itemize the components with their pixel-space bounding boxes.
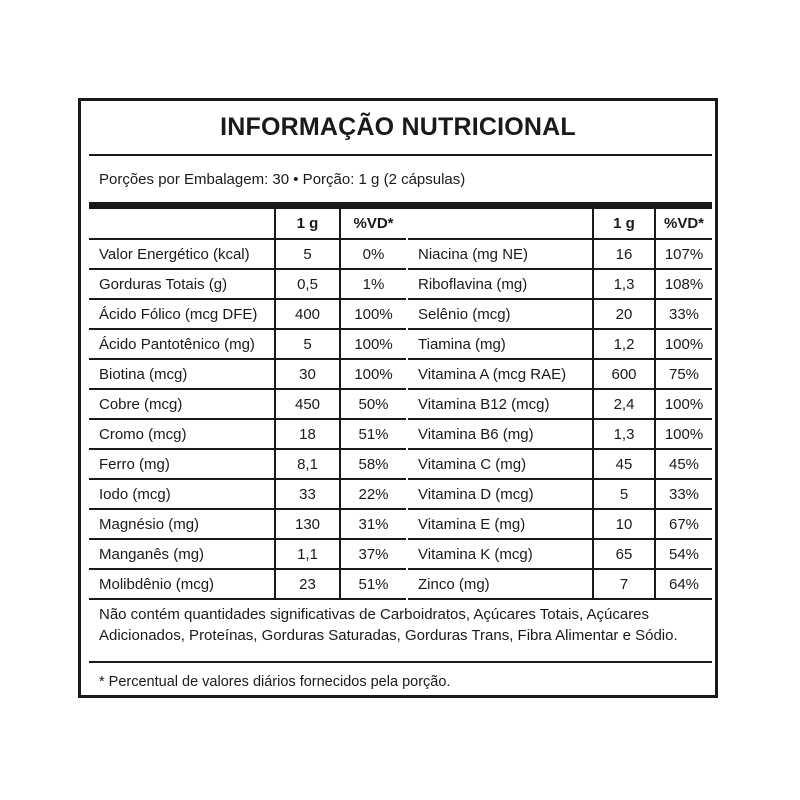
nutrient-dv: 108% <box>655 269 712 299</box>
nutrient-amount: 33 <box>275 479 340 509</box>
nutrient-dv: 107% <box>655 239 712 269</box>
nutrient-dv: 33% <box>655 479 712 509</box>
nutrient-amount: 5 <box>593 479 655 509</box>
nutrient-name: Manganês (mg) <box>89 539 275 569</box>
table-row <box>89 569 406 599</box>
nutrient-header <box>408 209 593 239</box>
amount-header: 1 g <box>275 209 340 239</box>
nutrient-amount: 0,5 <box>275 269 340 299</box>
table-row <box>89 359 406 389</box>
table-row <box>408 329 712 359</box>
table-row <box>89 299 406 329</box>
table-header-row <box>89 209 406 239</box>
nutrient-name: Selênio (mcg) <box>408 299 593 329</box>
thick-divider <box>89 202 712 209</box>
nutrient-name: Vitamina A (mcg RAE) <box>408 359 593 389</box>
nutrient-dv: 100% <box>655 329 712 359</box>
table-row <box>408 509 712 539</box>
nutrient-amount: 7 <box>593 569 655 599</box>
nutrient-dv: 58% <box>340 449 406 479</box>
nutrient-name: Riboflavina (mg) <box>408 269 593 299</box>
nutrient-name: Ácido Fólico (mcg DFE) <box>89 299 275 329</box>
nutrient-name: Vitamina B12 (mcg) <box>408 389 593 419</box>
nutrient-dv: 64% <box>655 569 712 599</box>
table-row <box>89 389 406 419</box>
table-row <box>408 389 712 419</box>
table-row <box>89 509 406 539</box>
table-row <box>408 479 712 509</box>
table-header-row <box>408 209 712 239</box>
nutrient-name: Ácido Pantotênico (mg) <box>89 329 275 359</box>
dv-header: %VD* <box>655 209 712 239</box>
nutrient-amount: 16 <box>593 239 655 269</box>
table-row <box>89 329 406 359</box>
nutrient-dv: 100% <box>655 419 712 449</box>
nutrient-dv: 50% <box>340 389 406 419</box>
nutrient-amount: 45 <box>593 449 655 479</box>
nutrient-name: Zinco (mg) <box>408 569 593 599</box>
nutrient-amount: 8,1 <box>275 449 340 479</box>
disclaimer-line-1: Não contém quantidades significativas de Carboidratos, Açúcares Totais, Açúcares <box>99 606 650 623</box>
nutrient-amount: 10 <box>593 509 655 539</box>
nutrient-amount: 5 <box>275 239 340 269</box>
nutrient-name: Biotina (mcg) <box>89 359 275 389</box>
nutrient-amount: 450 <box>275 389 340 419</box>
nutrient-dv: 51% <box>340 419 406 449</box>
table-row <box>89 269 406 299</box>
nutrient-header <box>89 209 275 239</box>
nutrient-dv: 33% <box>655 299 712 329</box>
nutrient-dv: 100% <box>340 329 406 359</box>
nutrient-name: Niacina (mg NE) <box>408 239 593 269</box>
nutrient-amount: 65 <box>593 539 655 569</box>
nutrient-dv: 100% <box>340 359 406 389</box>
nutrient-dv: 0% <box>340 239 406 269</box>
nutrient-dv: 22% <box>340 479 406 509</box>
nutrient-dv: 31% <box>340 509 406 539</box>
nutrient-dv: 54% <box>655 539 712 569</box>
nutrient-name: Valor Energético (kcal) <box>89 239 275 269</box>
nutrient-name: Iodo (mcg) <box>89 479 275 509</box>
nutrient-dv: 45% <box>655 449 712 479</box>
nutrient-table-left <box>89 209 406 600</box>
nutrient-amount: 130 <box>275 509 340 539</box>
table-row <box>89 479 406 509</box>
table-row <box>408 419 712 449</box>
nutrient-amount: 2,4 <box>593 389 655 419</box>
table-row <box>408 359 712 389</box>
nutrient-amount: 23 <box>275 569 340 599</box>
table-row <box>89 539 406 569</box>
disclaimer-line-2: Adicionados, Proteínas, Gorduras Saturadas, Gorduras Trans, Fibra Alimentar e Sódio. <box>99 627 678 644</box>
nutrient-amount: 1,3 <box>593 419 655 449</box>
table-row <box>408 239 712 269</box>
nutrient-dv: 100% <box>340 299 406 329</box>
table-row <box>89 419 406 449</box>
nutrient-amount: 1,3 <box>593 269 655 299</box>
nutrition-facts-panel <box>78 98 718 698</box>
table-row <box>408 569 712 599</box>
table-row <box>408 269 712 299</box>
table-row <box>89 449 406 479</box>
table-row <box>408 539 712 569</box>
nutrient-amount: 600 <box>593 359 655 389</box>
footnote: * Percentual de valores diários fornecidos pela porção. <box>99 674 451 690</box>
nutrient-name: Cobre (mcg) <box>89 389 275 419</box>
nutrient-name: Tiamina (mg) <box>408 329 593 359</box>
nutrient-dv: 51% <box>340 569 406 599</box>
nutrient-disclaimer <box>99 604 704 646</box>
nutrient-dv: 75% <box>655 359 712 389</box>
nutrient-name: Vitamina E (mg) <box>408 509 593 539</box>
portion-info: Porções por Embalagem: 30 • Porção: 1 g (2 cápsulas) <box>99 171 466 188</box>
nutrient-dv: 1% <box>340 269 406 299</box>
nutrient-amount: 5 <box>275 329 340 359</box>
footnote-divider <box>89 661 712 663</box>
panel-title: INFORMAÇÃO NUTRICIONAL <box>220 113 576 141</box>
nutrient-amount: 1,1 <box>275 539 340 569</box>
nutrient-amount: 30 <box>275 359 340 389</box>
nutrient-table-right <box>408 209 712 600</box>
nutrient-name: Gorduras Totais (g) <box>89 269 275 299</box>
nutrient-name: Magnésio (mg) <box>89 509 275 539</box>
nutrient-name: Vitamina K (mcg) <box>408 539 593 569</box>
amount-header: 1 g <box>593 209 655 239</box>
nutrient-amount: 18 <box>275 419 340 449</box>
nutrient-name: Vitamina B6 (mg) <box>408 419 593 449</box>
table-row <box>408 449 712 479</box>
nutrient-dv: 100% <box>655 389 712 419</box>
nutrient-dv: 37% <box>340 539 406 569</box>
title-divider <box>89 154 712 156</box>
nutrient-amount: 20 <box>593 299 655 329</box>
table-row <box>89 239 406 269</box>
nutrient-name: Ferro (mg) <box>89 449 275 479</box>
nutrient-dv: 67% <box>655 509 712 539</box>
nutrient-amount: 400 <box>275 299 340 329</box>
dv-header: %VD* <box>340 209 406 239</box>
nutrient-name: Vitamina D (mcg) <box>408 479 593 509</box>
table-row <box>408 299 712 329</box>
nutrient-name: Vitamina C (mg) <box>408 449 593 479</box>
nutrient-amount: 1,2 <box>593 329 655 359</box>
nutrient-name: Molibdênio (mcg) <box>89 569 275 599</box>
nutrient-name: Cromo (mcg) <box>89 419 275 449</box>
